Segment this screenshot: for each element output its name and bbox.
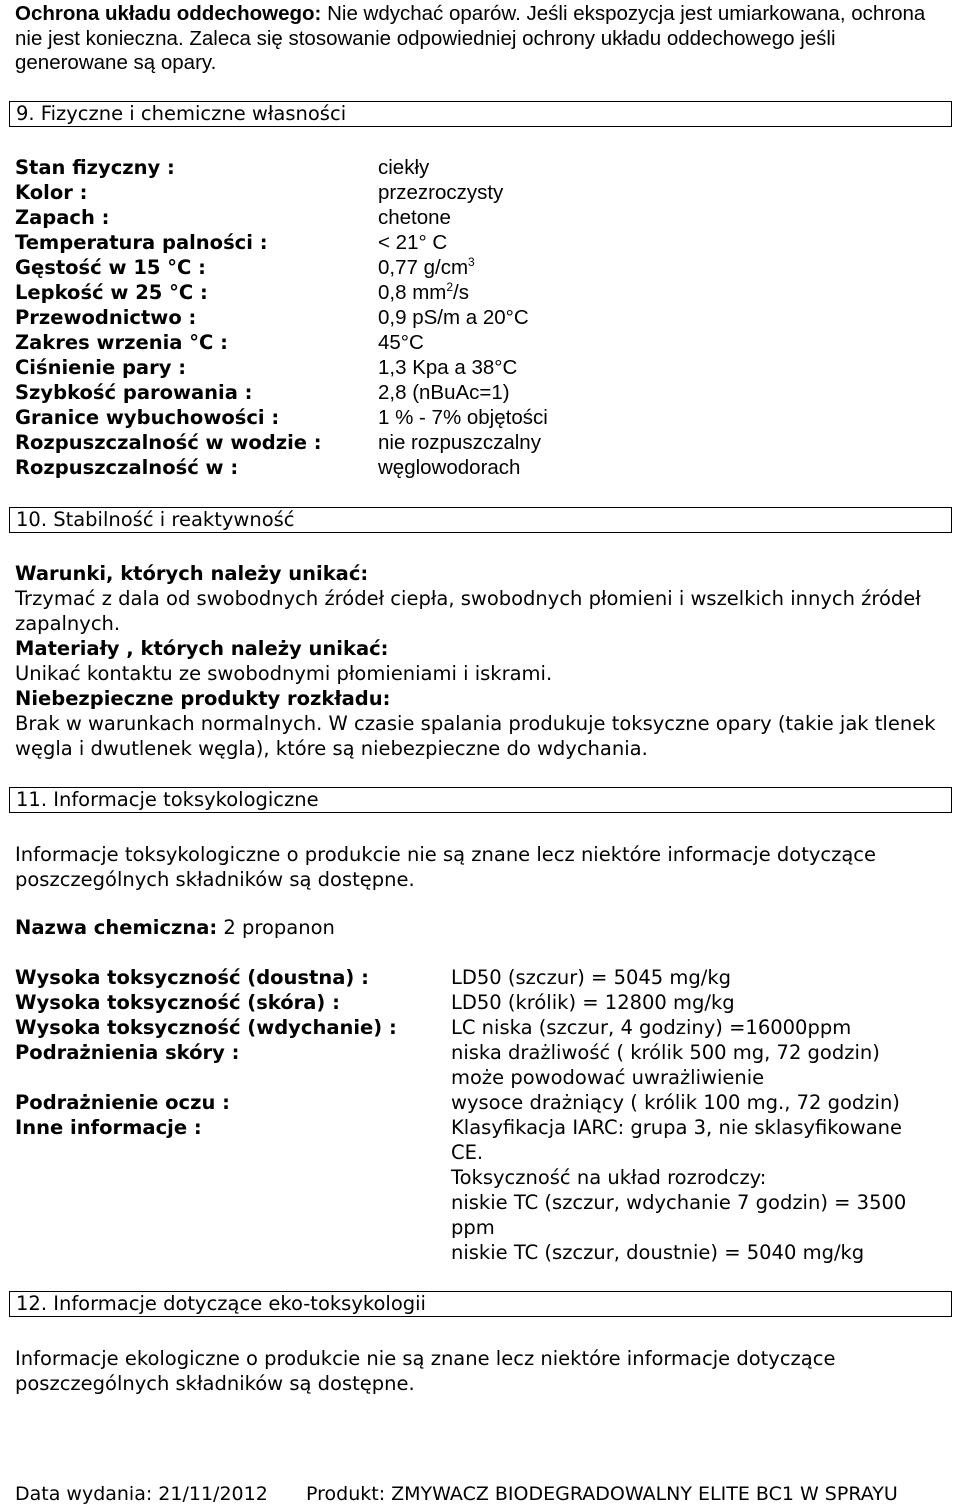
- section-11-title: 11. Informacje toksykologiczne: [16, 788, 319, 811]
- toxicity-label: Podrażnienie oczu :: [15, 1091, 230, 1114]
- property-value: przezroczysty: [378, 181, 504, 204]
- property-value: 0,9 pS/m a 20°C: [378, 306, 529, 329]
- respiratory-protection-label: Ochrona układu oddechowego:: [15, 2, 322, 25]
- materials-avoid-label: Materiały , których należy unikać:: [15, 637, 389, 660]
- toxicity-label: Inne informacje :: [15, 1116, 202, 1139]
- property-label: Stan fizyczny :: [15, 156, 175, 179]
- property-label: Lepkość w 25 °C :: [15, 281, 208, 304]
- toxicity-label-spacer: [15, 1065, 397, 1090]
- property-value: 2,8 (nBuAc=1): [378, 381, 510, 404]
- property-value: 1,3 Kpa a 38°C: [378, 356, 518, 379]
- toxicity-value: Klasyfikacja IARC: grupa 3, nie sklasyfikowane: [451, 1116, 903, 1139]
- toxicity-value: LC niska (szczur, 4 godziny) =16000ppm: [451, 1016, 852, 1039]
- property-label: Temperatura palności :: [15, 231, 268, 254]
- toxicity-label: Wysoka toksyczność (wdychanie) :: [15, 1016, 397, 1039]
- section-11-header: [9, 787, 952, 813]
- chemical-name-line: [15, 915, 950, 940]
- chemical-name-value: 2 propanon: [217, 916, 335, 939]
- property-label: Ciśnienie pary :: [15, 356, 187, 379]
- avoid-conditions-label: Warunki, których należy unikać:: [15, 562, 369, 585]
- property-value-density: 0,77 $g/cm^3$: [378, 255, 475, 279]
- property-label: Zakres wrzenia °C :: [15, 331, 228, 354]
- property-label: Przewodnictwo :: [15, 306, 197, 329]
- toxicity-value: LD50 (szczur) = 5045 mg/kg: [451, 966, 732, 989]
- materials-avoid-text: Unikać kontaktu ze swobodnymi płomieniami i iskrami.: [15, 662, 553, 685]
- section-10-header: [9, 507, 952, 533]
- property-label: Rozpuszczalność w wodzie :: [15, 431, 322, 454]
- toxicity-values: [451, 965, 951, 1265]
- toxicity-value: LD50 (królik) = 12800 mg/kg: [451, 991, 735, 1014]
- toxicity-value: może powodować uwrażliwienie: [451, 1066, 765, 1089]
- property-label: Granice wybuchowości :: [15, 406, 280, 429]
- physical-properties-labels: [15, 155, 322, 480]
- decomposition-text: Brak w warunkach normalnych. W czasie spalania produkuje toksyczne opary (takie jak tlenek węgla i dwutlenek węgla), które są niebezpieczne do wdychania.: [15, 712, 936, 760]
- ecotoxicology-text: Informacje ekologiczne o produkcie nie są znane lecz niektóre informacje dotyczące poszczególnych składników są dostępne.: [15, 1347, 836, 1395]
- toxicity-value: niska drażliwość ( królik 500 mg, 72 godzin): [451, 1041, 880, 1064]
- section-12-title: 12. Informacje dotyczące eko-toksykologii: [16, 1292, 426, 1315]
- property-value: chetone: [378, 206, 451, 229]
- decomposition-label: Niebezpieczne produkty rozkładu:: [15, 687, 391, 710]
- section-9-title: 9. Fizyczne i chemiczne własności: [16, 102, 347, 125]
- toxicology-intro: Informacje toksykologiczne o produkcie nie są znane lecz niektóre informacje dotyczące poszczególnych składników są dostępne.: [15, 843, 877, 891]
- property-value-viscosity: 0,8 $mm^2/s$: [378, 280, 469, 304]
- property-label: Rozpuszczalność w :: [15, 456, 239, 479]
- toxicity-labels: [15, 965, 397, 1140]
- section-10-body: [15, 561, 950, 761]
- section-12-header: [9, 1291, 952, 1317]
- toxicity-label: Wysoka toksyczność (doustna) :: [15, 966, 369, 989]
- respiratory-protection-text: Nie wdychać oparów. Jeśli ekspozycja jest umiarkowana, ochrona nie jest konieczna. Zaleca się stosowanie odpowiedniej ochrony układu oddechowego jeśli generowane są opary.: [15, 2, 926, 74]
- property-value: ciekły: [378, 156, 430, 179]
- toxicity-value: niskie TC (szczur, doustnie) = 5040 mg/kg: [451, 1241, 865, 1264]
- toxicity-label: Podrażnienia skóry :: [15, 1041, 240, 1064]
- property-value: < 21° C: [378, 231, 448, 254]
- property-label: Kolor :: [15, 181, 88, 204]
- physical-properties-values: [378, 155, 548, 480]
- toxicity-value: niskie TC (szczur, wdychanie 7 godzin) = 3500: [451, 1191, 907, 1214]
- property-value: nie rozpuszczalny: [378, 431, 541, 454]
- section-9-header: [9, 101, 952, 127]
- footer-issue-date: Data wydania: 21/11/2012: [15, 1483, 268, 1505]
- chemical-name-label: Nazwa chemiczna:: [15, 916, 218, 939]
- section-10-title: 10. Stabilność i reaktywność: [16, 508, 295, 531]
- property-label: Zapach :: [15, 206, 110, 229]
- footer-product-name: Produkt: ZMYWACZ BIODEGRADOWALNY ELITE BC1 W SPRAYU: [306, 1483, 898, 1505]
- property-value: 1 % - 7% objętości: [378, 406, 548, 429]
- property-value: węglowodorach: [378, 456, 521, 479]
- toxicity-value: CE.: [451, 1141, 484, 1164]
- property-label: Gęstość w 15 °C :: [15, 256, 206, 279]
- respiratory-protection-paragraph: [15, 2, 950, 76]
- toxicity-value: Toksyczność na układ rozrodczy:: [451, 1166, 767, 1189]
- avoid-conditions-text: Trzymać z dala od swobodnych źródeł ciepła, swobodnych płomieni i wszelkich innych źródeł zapalnych.: [15, 587, 921, 635]
- toxicity-value: wysoce drażniący ( królik 100 mg., 72 godzin): [451, 1091, 900, 1114]
- toxicity-label: Wysoka toksyczność (skóra) :: [15, 991, 340, 1014]
- property-label: Szybkość parowania :: [15, 381, 253, 404]
- toxicity-value: ppm: [451, 1216, 495, 1239]
- property-value: 45°C: [378, 331, 424, 354]
